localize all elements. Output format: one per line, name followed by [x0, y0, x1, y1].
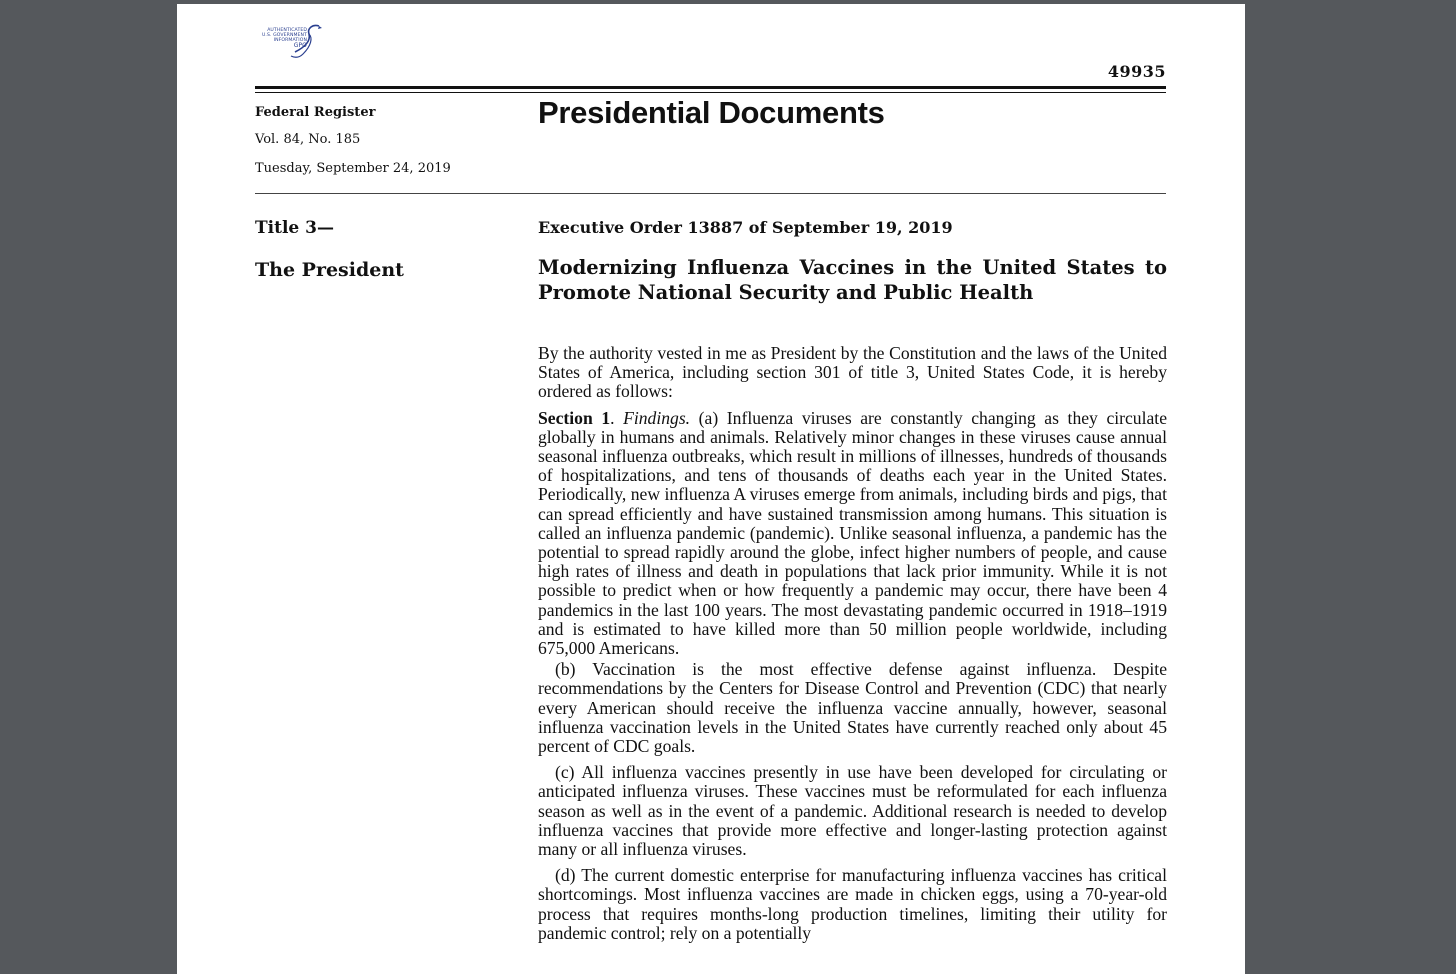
paragraph-b: (b) Vaccination is the most effective defense against influenza. Despite recommendations by the Centers for Disease Control and Prevention (CDC) that nearly every American should receive the influenza vaccine annually, however, seasonal influenza vaccination levels in the United States have currently reached only about 45 percent of CDC goals.: [538, 659, 1167, 757]
title-label: Title 3—: [255, 218, 334, 238]
order-body: [538, 344, 1167, 943]
section-1-paragraph-a: [538, 409, 1167, 659]
paragraph-a-text: (a) Influenza viruses are constantly changing as they circulate globally in humans and animals. Relatively minor changes in these viruses cause annual seasonal influenza outbreaks, which result in millions of illnesses, hundreds of thousands of hospitalizations, and tens of thousands of deaths each year in the United States. Periodically, new influenza A viruses emerge from animals, including birds and pigs, that can spread efficiently and have sustained transmission among humans. This situation is called an influenza pandemic (pandemic). Unlike seasonal influenza, a pandemic has the potential to spread rapidly around the globe, infect higher numbers of people, and cause high rates of illness and death in populations that lack prior immunity. While it is not possible to predict when or how frequently a pandemic may occur, there have been 4 pandemics in the last 100 years. The most devastating pandemic occurred in 1918–1919 and is estimated to have killed more than 50 million people worldwide, including 675,000 Americans.: [538, 407, 1167, 659]
page-number: 49935: [1107, 62, 1166, 81]
header-rule-thin: [255, 92, 1166, 93]
section-label: Section 1: [538, 407, 611, 428]
volume-number: Vol. 84, No. 185: [255, 132, 361, 147]
intro-paragraph: By the authority vested in me as President by the Constitution and the laws of the United States of America, including section 301 of title 3, United States Code, it is hereby ordered as follows:: [538, 343, 1167, 402]
publication-date: Tuesday, September 24, 2019: [255, 161, 451, 176]
section-divider: [255, 193, 1166, 194]
gpo-authentication-seal: [251, 22, 325, 62]
document-page: [177, 4, 1245, 974]
president-label: The President: [255, 259, 404, 281]
seal-line-2: U.S. GOVERNMENT: [261, 33, 307, 38]
seal-line-3: INFORMATION: [273, 38, 307, 43]
paragraph-c: (c) All influenza vaccines presently in use have been developed for circulating or anticipated influenza viruses. These vaccines must be reformulated for each influenza season as well as in the event of a pandemic. Additional research is needed to develop influenza vaccines that provide more effective and longer-lasting protection against many or all influenza viruses.: [538, 762, 1167, 860]
eagle-icon: [289, 22, 323, 62]
section-separator: .: [610, 407, 624, 428]
seal-line-gpo: GPO: [293, 42, 307, 49]
federal-register-label: Federal Register: [255, 105, 376, 120]
seal-line-1: AUTHENTICATED: [267, 28, 307, 33]
executive-order-number: Executive Order 13887 of September 19, 2019: [538, 218, 953, 237]
findings-label: Findings.: [623, 407, 691, 428]
header-rule-thick: [255, 86, 1166, 89]
section-heading: Presidential Documents: [538, 95, 885, 130]
paragraph-d: (d) The current domestic enterprise for manufacturing influenza vaccines has critical shortcomings. Most influenza vaccines are made in chicken eggs, using a 70-year-old process that requires months-long production timelines, limiting their utility for pandemic control; rely on a potentially: [538, 865, 1167, 943]
executive-order-title: Modernizing Influenza Vaccines in the United States to Promote National Security and Public Health: [538, 256, 1167, 304]
